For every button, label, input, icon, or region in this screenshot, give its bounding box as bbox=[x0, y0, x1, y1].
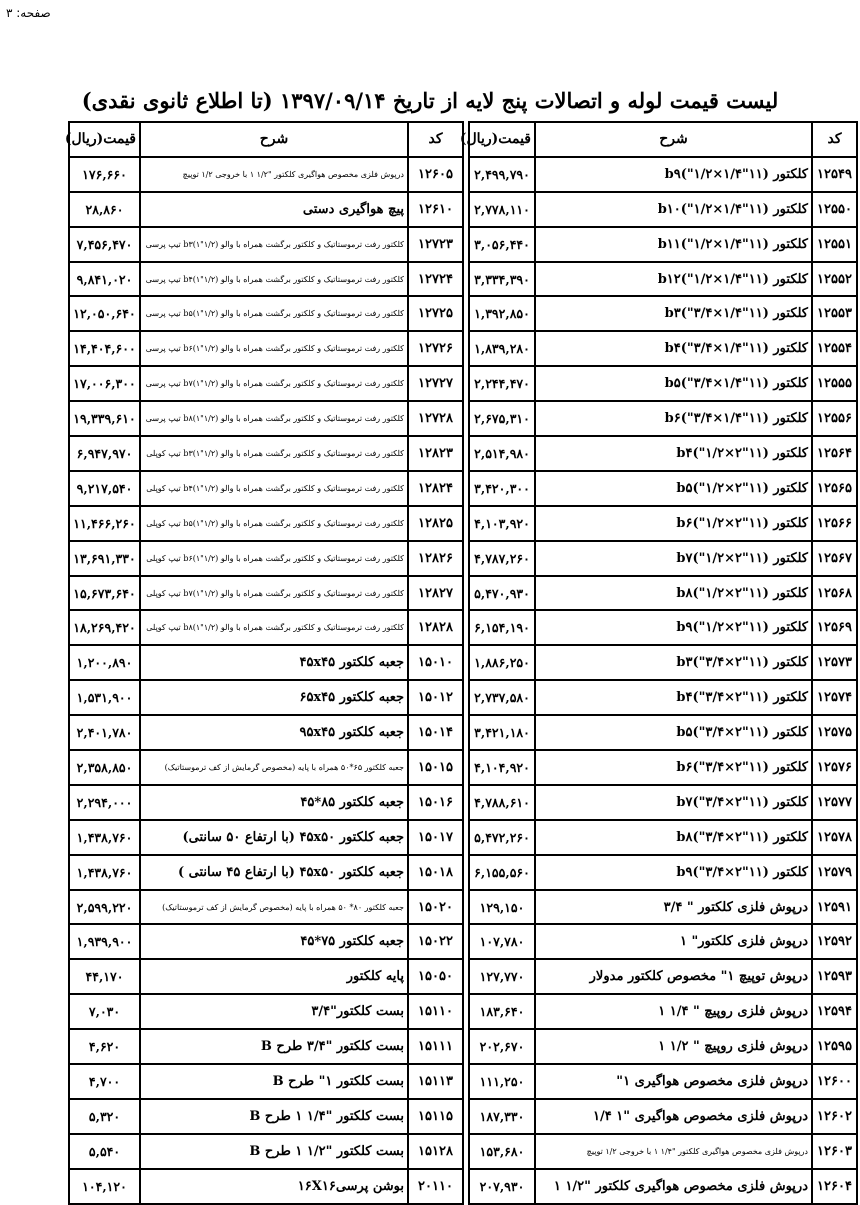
item-price: ۳,۳۳۴,۳۹۰ bbox=[469, 262, 535, 297]
item-code: ۱۲۶۰۰ bbox=[812, 1064, 857, 1099]
item-price: ۴۴,۱۷۰ bbox=[69, 959, 140, 994]
item-price: ۳,۰۵۶,۴۴۰ bbox=[469, 227, 535, 262]
item-code: ۱۲۸۲۵ bbox=[408, 506, 463, 541]
item-description: بست کلکتور ۱" طرح B bbox=[140, 1064, 408, 1099]
table-row bbox=[69, 715, 857, 750]
item-description: کلکتور b۶("۳/۴×۲"۱۱) bbox=[535, 750, 812, 785]
item-code: ۱۵۰۵۰ bbox=[408, 959, 463, 994]
item-description: پایه کلکتور bbox=[140, 959, 408, 994]
item-description: کلکتور b۱۰("۱/۲×۱/۴"۱۱) bbox=[535, 192, 812, 227]
table-row bbox=[69, 750, 857, 785]
table-row bbox=[69, 506, 857, 541]
item-code: ۱۲۶۰۴ bbox=[812, 1169, 857, 1204]
item-code: ۱۲۸۲۴ bbox=[408, 471, 463, 506]
item-price: ۱۷,۰۰۶,۳۰۰ bbox=[69, 366, 140, 401]
column-gap bbox=[463, 576, 469, 611]
item-price: ۱,۴۳۸,۷۶۰ bbox=[69, 820, 140, 855]
column-gap bbox=[463, 1029, 469, 1064]
item-price: ۲۰۷,۹۳۰ bbox=[469, 1169, 535, 1204]
item-code: ۱۲۸۲۸ bbox=[408, 610, 463, 645]
item-price: ۵,۵۴۰ bbox=[69, 1134, 140, 1169]
item-code: ۱۲۵۵۴ bbox=[812, 331, 857, 366]
column-gap bbox=[463, 401, 469, 436]
item-price: ۴,۱۰۳,۹۲۰ bbox=[469, 506, 535, 541]
price-table bbox=[64, 121, 858, 1205]
item-price: ۲,۳۵۸,۸۵۰ bbox=[69, 750, 140, 785]
column-gap bbox=[463, 750, 469, 785]
item-code: ۱۲۵۵۰ bbox=[812, 192, 857, 227]
item-code: ۱۵۰۱۸ bbox=[408, 855, 463, 890]
table-row bbox=[69, 296, 857, 331]
item-description: درپوش فلزی مخصوص هواگیری "۱ ۱/۴ bbox=[535, 1099, 812, 1134]
item-price: ۱,۵۳۱,۹۰۰ bbox=[69, 680, 140, 715]
column-gap bbox=[463, 366, 469, 401]
table-row bbox=[69, 680, 857, 715]
header-code: کد bbox=[812, 122, 857, 157]
item-code: ۱۲۶۰۳ bbox=[812, 1134, 857, 1169]
item-description: جعبه کلکتور ۶۵*۵۰ همراه با پایه (مخصوص گرمایش از کف ترموستاتیک) bbox=[140, 750, 408, 785]
table-row bbox=[69, 541, 857, 576]
item-description: جعبه کلکتور ۴۵x۵۰ (با ارتفاع ۴۵ سانتی ) bbox=[140, 855, 408, 890]
item-description: کلکتور رفت ترموستاتیک و کلکتور برگشت همراه با والو (۱/۲"۱)b۷ تیپ پرسی bbox=[140, 366, 408, 401]
table-row bbox=[69, 785, 857, 820]
item-description: درپوش فلزی مخصوص هواگیری کلکتور "۱/۲ ۱ bbox=[535, 1169, 812, 1204]
table-row bbox=[69, 471, 857, 506]
item-description: کلکتور رفت ترموستاتیک و کلکتور برگشت همراه با والو (۱/۲"۱)b۸ تیپ پرسی bbox=[140, 401, 408, 436]
item-price: ۱۸۳,۶۴۰ bbox=[469, 994, 535, 1029]
item-description: کلکتور b۹("۱/۲×۱/۴"۱۱) bbox=[535, 157, 812, 192]
item-price: ۱۲۹,۱۵۰ bbox=[469, 890, 535, 925]
column-gap bbox=[463, 1099, 469, 1134]
item-description: کلکتور b۸("۳/۴×۲"۱۱) bbox=[535, 820, 812, 855]
item-price: ۱۵۳,۶۸۰ bbox=[469, 1134, 535, 1169]
table-row bbox=[69, 436, 857, 471]
item-code: ۱۲۵۵۱ bbox=[812, 227, 857, 262]
item-description: درپوش فلزی مخصوص هواگیری کلکتور "۱/۲ ۱ با خروجی ۱/۲ توپیچ bbox=[140, 157, 408, 192]
item-code: ۱۲۵۶۸ bbox=[812, 576, 857, 611]
column-gap bbox=[463, 471, 469, 506]
item-price: ۱,۸۳۹,۲۸۰ bbox=[469, 331, 535, 366]
item-description: درپوش فلزی روپیچ " ۱/۲ ۱ bbox=[535, 1029, 812, 1064]
item-price: ۵,۴۷۰,۹۳۰ bbox=[469, 576, 535, 611]
table-row bbox=[69, 855, 857, 890]
item-description: کلکتور رفت ترموستاتیک و کلکتور برگشت همراه با والو (۱/۲"۱)b۶ تیپ پرسی bbox=[140, 331, 408, 366]
item-description: جعبه کلکتور ۹۵x۴۵ bbox=[140, 715, 408, 750]
header-code: کد bbox=[408, 122, 463, 157]
item-price: ۱,۳۹۲,۸۵۰ bbox=[469, 296, 535, 331]
table-row bbox=[69, 1029, 857, 1064]
item-description: کلکتور b۵("۳/۴×۲"۱۱) bbox=[535, 715, 812, 750]
item-code: ۱۵۰۱۷ bbox=[408, 820, 463, 855]
table-row bbox=[69, 924, 857, 959]
item-description: کلکتور b۹("۳/۴×۲"۱۱) bbox=[535, 855, 812, 890]
item-description: کلکتور b۴("۱/۲×۲"۱۱) bbox=[535, 436, 812, 471]
item-price: ۷,۴۵۶,۴۷۰ bbox=[69, 227, 140, 262]
item-price: ۶,۱۵۵,۵۶۰ bbox=[469, 855, 535, 890]
column-gap bbox=[463, 1064, 469, 1099]
column-gap bbox=[463, 541, 469, 576]
column-gap bbox=[463, 994, 469, 1029]
item-price: ۹,۸۴۱,۰۲۰ bbox=[69, 262, 140, 297]
item-price: ۲,۴۰۱,۷۸۰ bbox=[69, 715, 140, 750]
column-gap bbox=[463, 715, 469, 750]
item-code: ۱۲۵۹۱ bbox=[812, 890, 857, 925]
item-price: ۱۱,۴۶۶,۲۶۰ bbox=[69, 506, 140, 541]
item-description: بست کلکتور "۳/۴ طرح B bbox=[140, 1029, 408, 1064]
item-code: ۱۵۱۱۰ bbox=[408, 994, 463, 1029]
item-description: جعبه کلکتور ۶۵x۴۵ bbox=[140, 680, 408, 715]
item-description: درپوش فلزی مخصوص هواگیری ۱" bbox=[535, 1064, 812, 1099]
table-body bbox=[69, 157, 857, 1204]
item-code: ۱۲۷۲۳ bbox=[408, 227, 463, 262]
header-price: قیمت(ریال) bbox=[69, 122, 140, 157]
item-price: ۲,۴۹۹,۷۹۰ bbox=[469, 157, 535, 192]
item-code: ۱۲۷۲۵ bbox=[408, 296, 463, 331]
item-code: ۱۲۵۷۵ bbox=[812, 715, 857, 750]
item-price: ۷,۰۳۰ bbox=[69, 994, 140, 1029]
item-code: ۱۵۱۱۱ bbox=[408, 1029, 463, 1064]
item-description: کلکتور رفت ترموستاتیک و کلکتور برگشت همراه با والو (۱/۲"۱)b۷ تیپ کوپلی bbox=[140, 576, 408, 611]
item-code: ۱۲۵۵۵ bbox=[812, 366, 857, 401]
page-number: صفحه: ۳ bbox=[6, 6, 51, 20]
item-description: کلکتور b۳("۳/۴×۱/۴"۱۱) bbox=[535, 296, 812, 331]
item-price: ۱۲۷,۷۷۰ bbox=[469, 959, 535, 994]
item-price: ۱۹,۳۳۹,۶۱۰ bbox=[69, 401, 140, 436]
table-row bbox=[69, 645, 857, 680]
table-row bbox=[69, 1169, 857, 1204]
item-price: ۴,۱۰۴,۹۲۰ bbox=[469, 750, 535, 785]
table-row bbox=[69, 1064, 857, 1099]
item-code: ۱۵۰۲۰ bbox=[408, 890, 463, 925]
item-price: ۲,۵۹۹,۲۲۰ bbox=[69, 890, 140, 925]
item-price: ۳,۴۲۱,۱۸۰ bbox=[469, 715, 535, 750]
item-price: ۲,۷۳۷,۵۸۰ bbox=[469, 680, 535, 715]
item-description: درپوش فلزی کلکتور" ۱ bbox=[535, 924, 812, 959]
item-price: ۴,۶۲۰ bbox=[69, 1029, 140, 1064]
item-price: ۱۲,۰۵۰,۶۴۰ bbox=[69, 296, 140, 331]
item-description: کلکتور b۵("۳/۴×۱/۴"۱۱) bbox=[535, 366, 812, 401]
item-code: ۱۲۶۱۰ bbox=[408, 192, 463, 227]
item-price: ۱۰۷,۷۸۰ bbox=[469, 924, 535, 959]
item-description: کلکتور b۴("۳/۴×۲"۱۱) bbox=[535, 680, 812, 715]
item-price: ۱۸,۲۶۹,۴۲۰ bbox=[69, 610, 140, 645]
table-row bbox=[69, 192, 857, 227]
item-price: ۱۴,۴۰۴,۶۰۰ bbox=[69, 331, 140, 366]
item-description: کلکتور b۶("۱/۲×۲"۱۱) bbox=[535, 506, 812, 541]
item-price: ۱۵,۶۷۳,۶۴۰ bbox=[69, 576, 140, 611]
item-description: کلکتور رفت ترموستاتیک و کلکتور برگشت همراه با والو (۱/۲"۱)b۸ تیپ کوپلی bbox=[140, 610, 408, 645]
column-gap bbox=[463, 1134, 469, 1169]
item-description: کلکتور b۱۱("۱/۲×۱/۴"۱۱) bbox=[535, 227, 812, 262]
table-row bbox=[69, 576, 857, 611]
page-title: لیست قیمت لوله و اتصالات پنج لایه از تاریخ ۱۳۹۷/۰۹/۱۴ (تا اطلاع ثانوی نقدی) bbox=[81, 88, 779, 113]
column-gap bbox=[463, 680, 469, 715]
item-description: کلکتور b۳("۳/۴×۲"۱۱) bbox=[535, 645, 812, 680]
table-row bbox=[69, 610, 857, 645]
item-code: ۱۵۰۱۲ bbox=[408, 680, 463, 715]
item-description: بست کلکتور "۱/۲ ۱ طرح B bbox=[140, 1134, 408, 1169]
item-code: ۱۲۵۷۹ bbox=[812, 855, 857, 890]
table-row bbox=[69, 366, 857, 401]
item-description: بوشن پرسی۱۶X۱۶ bbox=[140, 1169, 408, 1204]
item-description: درپوش فلزی مخصوص هواگیری کلکتور "۱/۴ ۱ با خروجی ۱/۲ توپیچ bbox=[535, 1134, 812, 1169]
item-description: کلکتور رفت ترموستاتیک و کلکتور برگشت همراه با والو (۱/۲"۱)b۴ تیپ کوپلی bbox=[140, 471, 408, 506]
item-code: ۱۵۰۱۵ bbox=[408, 750, 463, 785]
item-description: کلکتور b۸("۱/۲×۲"۱۱) bbox=[535, 576, 812, 611]
header-price: قیمت(ریال) bbox=[469, 122, 535, 157]
item-price: ۱۸۷,۳۳۰ bbox=[469, 1099, 535, 1134]
column-gap bbox=[463, 785, 469, 820]
item-code: ۱۲۵۶۶ bbox=[812, 506, 857, 541]
column-gap bbox=[463, 924, 469, 959]
item-code: ۱۵۰۱۶ bbox=[408, 785, 463, 820]
item-description: کلکتور رفت ترموستاتیک و کلکتور برگشت همراه با والو (۱/۲"۱)b۶ تیپ کوپلی bbox=[140, 541, 408, 576]
item-code: ۱۲۷۲۷ bbox=[408, 366, 463, 401]
header-desc: شرح bbox=[535, 122, 812, 157]
table-row bbox=[69, 227, 857, 262]
item-description: درپوش توپیچ ۱" مخصوص کلکتور مدولار bbox=[535, 959, 812, 994]
item-price: ۱,۲۰۰,۸۹۰ bbox=[69, 645, 140, 680]
item-description: بست کلکتور"۳/۴ bbox=[140, 994, 408, 1029]
item-code: ۱۲۵۷۷ bbox=[812, 785, 857, 820]
item-description: بست کلکتور "۱/۴ ۱ طرح B bbox=[140, 1099, 408, 1134]
item-code: ۱۲۵۷۴ bbox=[812, 680, 857, 715]
item-code: ۱۵۱۲۸ bbox=[408, 1134, 463, 1169]
column-gap bbox=[463, 645, 469, 680]
column-gap bbox=[463, 820, 469, 855]
item-description: جعبه کلکتور ۴۵x۴۵ bbox=[140, 645, 408, 680]
item-code: ۱۲۵۶۵ bbox=[812, 471, 857, 506]
column-gap bbox=[463, 959, 469, 994]
item-description: کلکتور b۵("۱/۲×۲"۱۱) bbox=[535, 471, 812, 506]
item-price: ۳,۴۲۰,۳۰۰ bbox=[469, 471, 535, 506]
item-price: ۱۳,۶۹۱,۳۳۰ bbox=[69, 541, 140, 576]
item-code: ۱۲۵۶۴ bbox=[812, 436, 857, 471]
item-code: ۱۲۵۷۸ bbox=[812, 820, 857, 855]
item-description: جعبه کلکتور ۴۵x۵۰ (با ارتفاع ۵۰ سانتی) bbox=[140, 820, 408, 855]
item-price: ۹,۲۱۷,۵۴۰ bbox=[69, 471, 140, 506]
item-price: ۱,۹۳۹,۹۰۰ bbox=[69, 924, 140, 959]
column-gap bbox=[463, 890, 469, 925]
item-code: ۱۵۰۲۲ bbox=[408, 924, 463, 959]
item-description: کلکتور b۱۲("۱/۲×۱/۴"۱۱) bbox=[535, 262, 812, 297]
item-code: ۱۲۵۵۲ bbox=[812, 262, 857, 297]
item-price: ۵,۴۷۲,۲۶۰ bbox=[469, 820, 535, 855]
item-price: ۴,۷۸۸,۶۱۰ bbox=[469, 785, 535, 820]
item-description: کلکتور b۴("۳/۴×۱/۴"۱۱) bbox=[535, 331, 812, 366]
item-description: کلکتور رفت ترموستاتیک و کلکتور برگشت همراه با والو (۱/۲"۱)b۴ تیپ پرسی bbox=[140, 262, 408, 297]
item-price: ۲,۷۷۸,۱۱۰ bbox=[469, 192, 535, 227]
item-description: جعبه کلکتور ۸۵*۴۵ bbox=[140, 785, 408, 820]
table-row bbox=[69, 262, 857, 297]
table-row bbox=[69, 994, 857, 1029]
item-description: درپوش فلزی کلکتور " ۳/۴ bbox=[535, 890, 812, 925]
item-price: ۴,۷۰۰ bbox=[69, 1064, 140, 1099]
item-description: کلکتور رفت ترموستاتیک و کلکتور برگشت همراه با والو (۱/۲"۱)b۳ تیپ پرسی bbox=[140, 227, 408, 262]
item-price: ۲۰۲,۶۷۰ bbox=[469, 1029, 535, 1064]
column-gap bbox=[463, 157, 469, 192]
item-price: ۱۰۴,۱۲۰ bbox=[69, 1169, 140, 1204]
item-code: ۱۲۵۹۴ bbox=[812, 994, 857, 1029]
item-code: ۱۲۷۲۸ bbox=[408, 401, 463, 436]
item-description: کلکتور رفت ترموستاتیک و کلکتور برگشت همراه با والو (۱/۲"۱)b۵ تیپ کوپلی bbox=[140, 506, 408, 541]
column-gap bbox=[463, 331, 469, 366]
item-code: ۱۲۵۵۶ bbox=[812, 401, 857, 436]
item-description: درپوش فلزی روپیچ " ۱/۴ ۱ bbox=[535, 994, 812, 1029]
item-price: ۲۸,۸۶۰ bbox=[69, 192, 140, 227]
item-code: ۱۲۵۷۶ bbox=[812, 750, 857, 785]
column-gap bbox=[463, 506, 469, 541]
item-price: ۱,۸۸۶,۲۵۰ bbox=[469, 645, 535, 680]
item-description: کلکتور b۷("۳/۴×۲"۱۱) bbox=[535, 785, 812, 820]
item-price: ۱۱۱,۲۵۰ bbox=[469, 1064, 535, 1099]
column-gap bbox=[463, 610, 469, 645]
item-description: کلکتور b۷("۱/۲×۲"۱۱) bbox=[535, 541, 812, 576]
item-code: ۱۲۷۲۴ bbox=[408, 262, 463, 297]
item-description: پیچ هواگیری دستی bbox=[140, 192, 408, 227]
item-code: ۱۲۶۰۵ bbox=[408, 157, 463, 192]
item-description: کلکتور b۶("۳/۴×۱/۴"۱۱) bbox=[535, 401, 812, 436]
table-row bbox=[69, 890, 857, 925]
item-code: ۱۲۵۹۵ bbox=[812, 1029, 857, 1064]
item-description: جعبه کلکتور ۷۵*۴۵ bbox=[140, 924, 408, 959]
table-header-row bbox=[69, 122, 857, 157]
item-description: کلکتور رفت ترموستاتیک و کلکتور برگشت همراه با والو (۱/۲"۱)b۵ تیپ پرسی bbox=[140, 296, 408, 331]
item-code: ۱۵۰۱۰ bbox=[408, 645, 463, 680]
table-row bbox=[69, 959, 857, 994]
item-price: ۶,۱۵۴,۱۹۰ bbox=[469, 610, 535, 645]
item-price: ۲,۵۱۴,۹۸۰ bbox=[469, 436, 535, 471]
header-desc: شرح bbox=[140, 122, 408, 157]
item-code: ۱۲۵۴۹ bbox=[812, 157, 857, 192]
item-description: کلکتور b۹("۱/۲×۲"۱۱) bbox=[535, 610, 812, 645]
item-code: ۲۰۱۱۰ bbox=[408, 1169, 463, 1204]
column-gap bbox=[463, 1169, 469, 1204]
item-code: ۱۲۶۰۲ bbox=[812, 1099, 857, 1134]
table-row bbox=[69, 820, 857, 855]
item-code: ۱۲۵۹۲ bbox=[812, 924, 857, 959]
table-row bbox=[69, 157, 857, 192]
column-gap bbox=[463, 855, 469, 890]
item-description: کلکتور رفت ترموستاتیک و کلکتور برگشت همراه با والو (۱/۲"۱)b۳ تیپ کوپلی bbox=[140, 436, 408, 471]
item-description: جعبه کلکتور ۸۰* ۵۰ همراه با پایه (مخصوص گرمایش از کف ترموستاتیک) bbox=[140, 890, 408, 925]
item-code: ۱۲۵۶۷ bbox=[812, 541, 857, 576]
column-gap bbox=[463, 227, 469, 262]
item-code: ۱۲۸۲۷ bbox=[408, 576, 463, 611]
column-gap bbox=[463, 262, 469, 297]
item-price: ۱۷۶,۶۶۰ bbox=[69, 157, 140, 192]
item-code: ۱۲۵۶۹ bbox=[812, 610, 857, 645]
table-row bbox=[69, 401, 857, 436]
table-row bbox=[69, 1134, 857, 1169]
table-row bbox=[69, 331, 857, 366]
column-gap bbox=[463, 296, 469, 331]
item-code: ۱۵۱۱۳ bbox=[408, 1064, 463, 1099]
item-code: ۱۲۵۹۳ bbox=[812, 959, 857, 994]
table-row bbox=[69, 1099, 857, 1134]
item-price: ۲,۲۴۴,۴۷۰ bbox=[469, 366, 535, 401]
item-code: ۱۵۰۱۴ bbox=[408, 715, 463, 750]
item-code: ۱۲۸۲۳ bbox=[408, 436, 463, 471]
item-price: ۴,۷۸۷,۲۶۰ bbox=[469, 541, 535, 576]
item-code: ۱۲۵۷۳ bbox=[812, 645, 857, 680]
item-price: ۶,۹۴۷,۹۷۰ bbox=[69, 436, 140, 471]
item-code: ۱۲۷۲۶ bbox=[408, 331, 463, 366]
item-code: ۱۲۸۲۶ bbox=[408, 541, 463, 576]
item-price: ۲,۶۷۵,۳۱۰ bbox=[469, 401, 535, 436]
item-price: ۵,۳۲۰ bbox=[69, 1099, 140, 1134]
item-price: ۲,۲۹۴,۰۰۰ bbox=[69, 785, 140, 820]
item-code: ۱۲۵۵۳ bbox=[812, 296, 857, 331]
column-gap bbox=[463, 192, 469, 227]
item-code: ۱۵۱۱۵ bbox=[408, 1099, 463, 1134]
item-price: ۱,۴۳۸,۷۶۰ bbox=[69, 855, 140, 890]
column-gap bbox=[463, 436, 469, 471]
